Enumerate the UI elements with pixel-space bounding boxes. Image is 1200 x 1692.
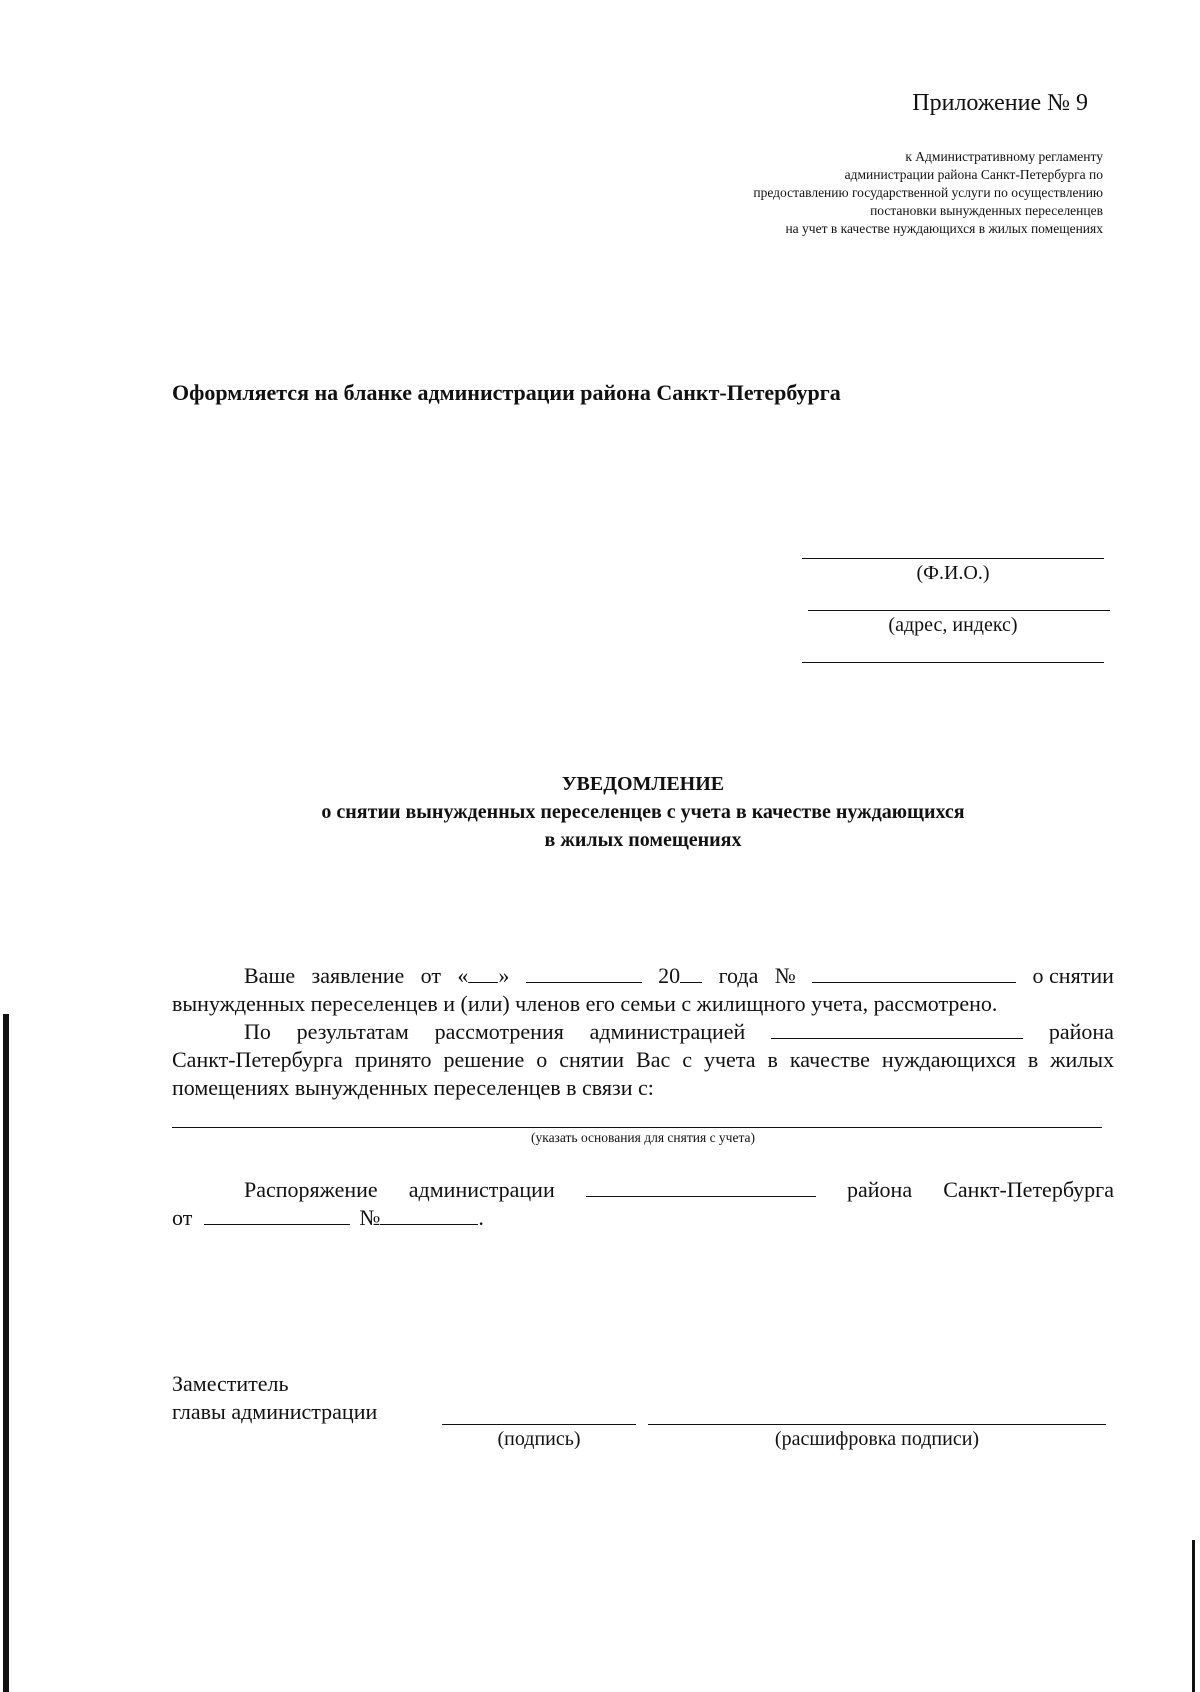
text-word: заявление <box>311 963 405 988</box>
scan-edge-mark <box>3 1014 9 1692</box>
text-word: от <box>172 1205 193 1230</box>
text-word: Санкт-Петербурга <box>943 1177 1114 1202</box>
signature-decryption-line <box>648 1424 1106 1425</box>
paragraph-2-line-2: Санкт-Петербурга принято решение о снятии Вас с учета в качестве нуждающихся в жилых <box>172 1047 1114 1072</box>
order-number-field <box>380 1204 478 1225</box>
order-district-field <box>586 1176 816 1197</box>
application-number-field <box>812 962 1016 983</box>
scan-edge-mark <box>1192 1540 1195 1692</box>
reason-caption: (указать основания для снятия с учета) <box>530 1130 756 1145</box>
document-title-line: в жилых помещениях <box>544 829 742 851</box>
order-date-field <box>204 1204 350 1225</box>
district-name-field <box>771 1018 1023 1039</box>
appendix-subtitle <box>543 148 1103 238</box>
signature-caption: (подпись) <box>497 1428 581 1450</box>
addressee-extra-line <box>802 662 1104 663</box>
paragraph-2-line-3: помещениях вынужденных переселенцев в связи с: <box>172 1075 654 1100</box>
text-word: от <box>420 963 441 988</box>
reason-line <box>172 1127 1102 1128</box>
document-title-line: о снятии вынужденных переселенцев с учета в качестве нуждающихся <box>321 801 965 823</box>
text-word: Распоряжение <box>244 1177 378 1202</box>
appendix-subtitle-line: на учет в качестве нуждающихся в жилых помещениях <box>785 221 1103 236</box>
appendix-subtitle-line: к Административному регламенту <box>905 149 1103 164</box>
text-word: о снятии <box>1032 963 1114 988</box>
signature-decryption-caption: (расшифровка подписи) <box>774 1428 980 1450</box>
signatory-position: Заместитель <box>172 1371 289 1396</box>
paragraph-1-line-1 <box>172 962 1114 990</box>
text-word: года <box>718 963 759 988</box>
signatory-position: главы администрации <box>172 1399 378 1424</box>
document-title <box>172 770 1114 854</box>
addressee-address-line <box>808 610 1110 611</box>
document-title-main: УВЕДОМЛЕНИЕ <box>561 773 725 795</box>
appendix-subtitle-line: администрации района Санкт-Петербурга по <box>844 167 1103 182</box>
paragraph-2-line-1 <box>172 1018 1114 1046</box>
text-word: рассмотрения <box>434 1019 564 1044</box>
addressee-address-caption: (адрес, индекс) <box>888 614 1018 636</box>
text-word: администрации <box>408 1177 555 1202</box>
text-word: района <box>1048 1019 1114 1044</box>
text-word: № <box>359 1205 381 1230</box>
paragraph-3-line-2: от № . <box>172 1205 484 1230</box>
addressee-name-caption: (Ф.И.О.) <box>916 562 990 584</box>
signature-line <box>442 1424 636 1425</box>
text-word: По <box>244 1019 271 1044</box>
date-day-field: « » <box>457 963 510 988</box>
paragraph-1-line-2: вынужденных переселенцев и (или) членов его семьи с жилищного учета, рассмотрено. <box>172 991 998 1016</box>
text-word: № <box>774 963 796 988</box>
letterhead-note: Оформляется на бланке администрации района Санкт-Петербурга <box>172 380 841 405</box>
text-word: Ваше <box>244 963 296 988</box>
paragraph-3-line-1 <box>172 1176 1114 1204</box>
appendix-subtitle-line: постановки вынужденных переселенцев <box>870 203 1103 218</box>
appendix-subtitle-line: предоставлению государственной услуги по осуществлению <box>753 185 1103 200</box>
addressee-name-line <box>802 558 1104 559</box>
date-year-field: 20 <box>658 962 702 990</box>
appendix-title: Приложение № 9 <box>912 90 1088 116</box>
date-month-field <box>526 962 642 983</box>
text-word: района <box>847 1177 913 1202</box>
text-word: результатам <box>296 1019 409 1044</box>
text-word: администрацией <box>589 1019 746 1044</box>
